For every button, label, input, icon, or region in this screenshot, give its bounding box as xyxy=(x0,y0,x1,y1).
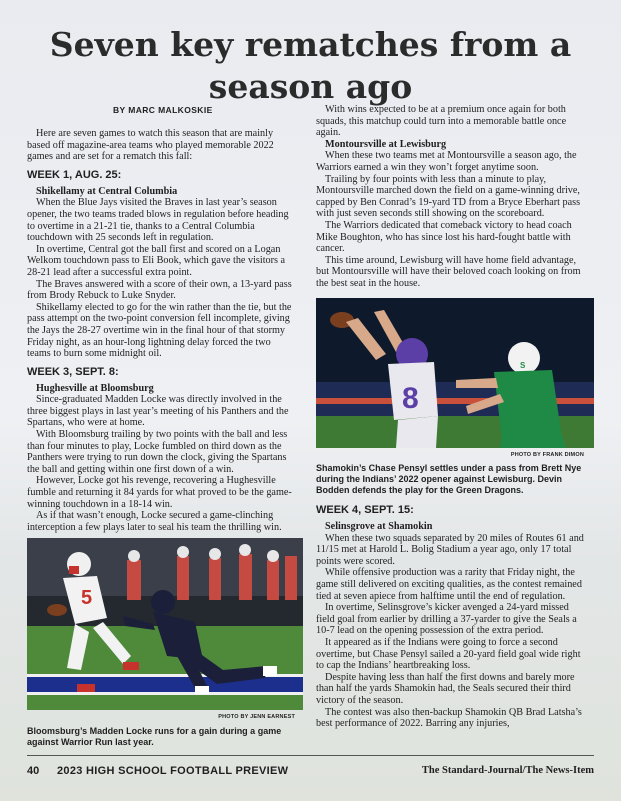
article-paragraph: With wins expected to be at a premium once again for both squads, this matchup could turn into a memorable battle once again. xyxy=(316,104,567,139)
article-paragraph: With Bloomsburg trailing by two points with the ball and less than four minutes to play, Locke fumbled on third down as the Panthers were trying to run down the clock, giving the Spartans the ball and getting within one first down of a win. xyxy=(27,429,288,475)
photo-caption: Bloomsburg’s Madden Locke runs for a gain during a game against Warrior Run last year. xyxy=(27,726,282,747)
left-column xyxy=(27,104,295,748)
article-paragraph: Shikellamy elected to go for the win rather than the tie, but the pass attempt on the two-point conversion fell incomplete, giving the Jays the 28-27 overtime win in the final hour of that stormy Friday night, as an hour-long lightning delay forced the two teams to burn some midnight oil. xyxy=(27,301,292,360)
right-column xyxy=(316,104,584,730)
section-matchup: Shikellamy at Central Columbia xyxy=(36,185,178,197)
running-play-photo xyxy=(27,538,303,710)
intro-paragraph: Here are seven games to watch this season that are mainly based off magazine-area teams who played memorable 2022 games and are set for a rematch this fall: xyxy=(27,128,274,163)
section-week-heading: WEEK 4, SEPT. 15: xyxy=(316,504,414,517)
svg-text:8: 8 xyxy=(402,381,419,415)
football-catch-image xyxy=(316,298,594,448)
article-paragraph: Since-graduated Madden Locke was directly involved in the three biggest plays in last year’s meeting of his Panthers and the Spartans, who were at home. xyxy=(27,394,289,429)
publication-title: 2023 HIGH SCHOOL FOOTBALL PREVIEW xyxy=(57,765,289,777)
article-paragraph: The Warriors dedicated that comeback victory to head coach Mike Boughton, who has since lost his hard-fought battle with cancer. xyxy=(316,219,572,255)
section-week-heading: WEEK 3, SEPT. 8: xyxy=(27,365,119,378)
headline: Seven key rematches from a season ago xyxy=(49,25,572,106)
footer-divider xyxy=(27,755,594,756)
page-number: 40 xyxy=(27,765,40,777)
article-paragraph: It appeared as if the Indians were going to force a second overtime, but Chase Pensyl sailed a 20-yard field goal wide right to cap the Indians’ heartbreaking loss. xyxy=(316,637,581,672)
svg-text:5: 5 xyxy=(81,587,93,610)
football-running-play-image xyxy=(27,538,303,710)
svg-text:S: S xyxy=(520,360,526,370)
article-paragraph: As if that wasn’t enough, Locke secured a game-clinching interception a few plays later to seal his team the thrilling win. xyxy=(27,510,282,533)
section-matchup: Hughesville at Bloomsburg xyxy=(36,382,154,394)
section-matchup: Montoursville at Lewisburg xyxy=(325,138,447,150)
article-paragraph: When the Blue Jays visited the Braves in last year’s season opener, the two teams traded blows in regulation before heading to overtime in a 21-21 tie, thanks to a Central Columbia touchdown with 25 seconds left in regulation. xyxy=(27,197,289,244)
photo-credit: PHOTO BY FRANK DIMON xyxy=(510,451,584,458)
section-matchup: Selinsgrove at Shamokin xyxy=(325,521,433,533)
article-paragraph: The contest was also then-backup Shamokin QB Brad Latsha’s best performance of 2022. Barring any injuries, xyxy=(316,706,582,730)
article-paragraph: While offensive production was a rarity that Friday night, the game still delivered on exciting qualities, as the contest remained tied at seven apiece from halftime until the end of regulation. xyxy=(316,567,582,602)
catch-photo xyxy=(316,298,594,448)
byline: BY MARC MALKOSKIE xyxy=(113,105,213,115)
article-paragraph: The Braves answered with a score of their own, a 13-yard pass from Brody Rebuck to Luke Snyder. xyxy=(27,278,292,302)
photo-credit: PHOTO BY JENN EARNEST xyxy=(218,714,295,721)
article-paragraph: When these two squads separated by 20 miles of Routes 61 and 11/15 met at Harold L. Bolig Stadium a year ago, only 17 total points were scored. xyxy=(316,532,584,567)
article-paragraph: When these two teams met at Montoursville a season ago, the Warriors earned a win they won’t forget anytime soon. xyxy=(316,150,577,173)
article-paragraph: This time around, Lewisburg will have home field advantage, but Montoursville will have their beloved coach looking on from the best seat in the house. xyxy=(316,254,581,289)
photo-caption: Shamokin’s Chase Pensyl settles under a pass from Brett Nye during the Indians’ 2022 opener against Lewisburg. Devin Bodden defends the play for the Green Dragons. xyxy=(316,463,582,496)
article-paragraph: Despite having less than half the first downs and barely more than half the yards Shamokin had, the Seals secured their third victory of the season. xyxy=(316,671,575,706)
article-paragraph: In overtime, Central got the ball first and scored on a Logan Welkom touchdown pass to Eli Book, which gave the visitors a 28-21 lead after a successful extra point. xyxy=(27,243,286,278)
article-paragraph: Trailing by four points with less than a minute to play, Montoursville marched down the field on a game-winning drive, capped by Ben Conrad’s 19-yard TD from a Bryce Eberhart pass with just seven seconds still showing on the scoreboard. xyxy=(316,173,581,220)
article-paragraph: In overtime, Selinsgrove’s kicker avenged a 24-yard missed field goal from earlier by drilling a 37-yarder to give the Seals a 10-7 lead on the opening possession of the extra period. xyxy=(316,602,577,637)
article-paragraph: However, Locke got his revenge, recovering a Hughesville fumble and returning it 84 yards for what proved to be the game-winning touchdown in a 18-14 win. xyxy=(27,475,292,510)
publisher-name: The Standard-Journal/The News-Item xyxy=(421,765,594,776)
section-week-heading: WEEK 1, AUG. 25: xyxy=(27,168,122,181)
